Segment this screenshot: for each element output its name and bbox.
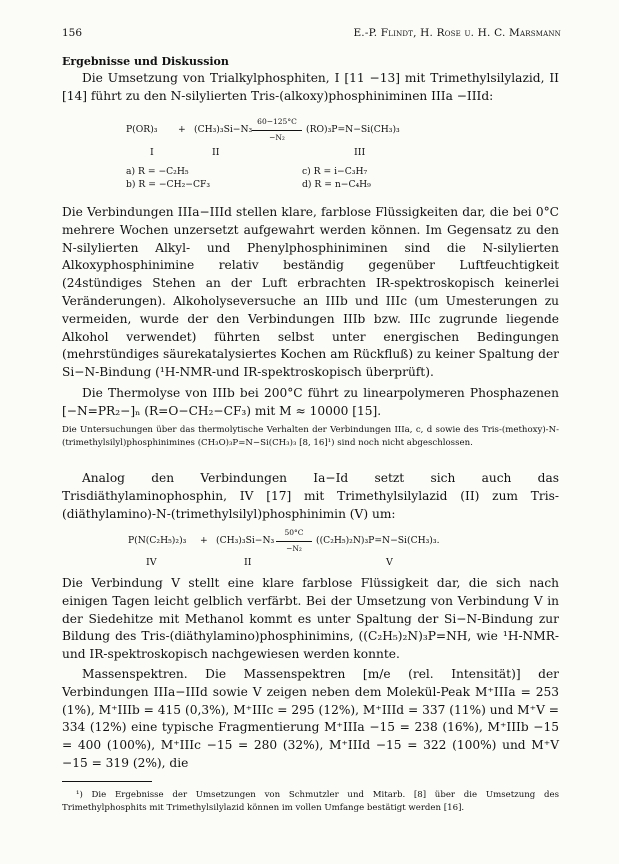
paragraph-text: Die Verbindungen IIIa−IIId stellen klare, farblose Flüssigkeiten dar, die bei 0°C mehrere Wochen unzersetzt aufgewahrt werden können. Im Gegensatz zu den N-silylierten Alkyl- und Phenylphosphiniminen sind die N-silylierten Alkoxyphosphinimine relativ beständig gegenüber Luftfeuchtigkeit (24stündiges Stehen an der Luft erbrachten IR-spektroskopisch keinerlei Veränderungen). Alkoholyseversuche an IIIb und IIIc (um Umesterungen zu vermeiden, wurde der den Verbindungen IIIb bzw. IIIc zugrunde liegende Alkohol verwendet) führten selbst unter energischen Bedingungen (mehrstündiges säurekatalysiertes Kochen am Rückfluß) zu keiner Spaltung der Si−N-Bindung (¹H-NMR-und IR-spektroskopisch überprüft).	[62, 205, 559, 380]
reaction-arrow-icon	[252, 130, 302, 131]
scheme1-reactant2: (CH₃)₃Si−N₃	[194, 124, 253, 135]
paragraph-text: Die Verbindung V stellt eine klare farblose Flüssigkeit dar, die sich nach einigen Tagen leicht gelblich verfärbt. Bei der Umsetzung von Verbindung V in der Siedehitze mit Methanol kommt es unter Spaltung der Si−N-Bindung zur Bildung des Tris-(diäthylamino)phosphinimins, ((C₂H₅)₂N)₃P=NH, wie ¹H-NMR- und IR-spektroskopisch nachgewiesen werden konnte.	[62, 576, 559, 662]
running-header-authors: E.-P. Flindt, H. Rose u. H. C. Marsmann	[353, 27, 561, 39]
section-heading: Ergebnisse und Diskussion	[62, 55, 229, 68]
scheme1-substituent-c: c) R = i−C₃H₇	[302, 166, 368, 177]
paragraph-thermolysis	[62, 385, 559, 421]
paragraph-text: Die Thermolyse von IIIb bei 200°C führt zu linearpolymeren Phosphazenen [−N=PR₂−]ₙ (R=O−CH₂−CF₃) mit M ≈ 10000 [15].	[62, 386, 559, 418]
paragraph-properties	[62, 204, 559, 382]
scheme1-plus: +	[178, 124, 186, 135]
scheme1-label-3: III	[354, 147, 366, 158]
note-small-print	[62, 424, 559, 449]
reaction-arrow-icon	[276, 541, 312, 542]
footnote-divider	[62, 781, 152, 782]
scheme2-reactant2: (CH₃)₃Si−N₃	[216, 535, 275, 546]
scheme2-label-2: II	[244, 557, 252, 568]
scheme2-conditions-bottom: −N₂	[286, 544, 302, 553]
paragraph-text: Die Untersuchungen über das thermolytische Verhalten der Verbindungen IIIa, c, d sowie des Tris-(methoxy)-N-(trimethylsilyl)phosphinimines (CH₃O)₃P=N−Si(CH₃)₃ [8, 16]¹) sind noch nicht abgeschlossen.	[62, 425, 559, 448]
scheme1-label-2: II	[212, 147, 220, 158]
scheme1-substituent-b: b) R = −CH₂−CF₃	[126, 179, 211, 190]
scheme1-substituent-d: d) R = n−C₄H₉	[302, 179, 371, 190]
paragraph-text: Analog den Verbindungen Ia−Id setzt sich auch das Trisdiäthylaminophosphin, IV [17] mit Trimethylsilylazid (II) zum Tris-(diäthylamino)-N-(trimethylsilyl)phosphinimin (V) um:	[62, 471, 559, 521]
footnote: ¹) Die Ergebnisse der Umsetzungen von Schmutzler und Mitarb. [8] über die Umsetzung des Trimethylphosphits mit Trimethylsilylazid können im vollen Umfange bestätigt werden [16].	[62, 790, 559, 813]
scheme1-conditions-bottom: −N₂	[269, 133, 285, 142]
scheme1-reactant1: P(OR)₃	[126, 124, 158, 135]
scheme2-label-3: V	[386, 557, 393, 568]
page-number: 156	[62, 27, 83, 39]
paragraph-text: Die Umsetzung von Trialkylphosphiten, I [11 −13] mit Trimethylsilylazid, II [14] führt zu den N-silylierten Tris-(alkoxy)phosphiniminen IIIa −IIId:	[62, 71, 559, 103]
scheme1-substituent-a: a) R = −C₂H₅	[126, 166, 189, 177]
paragraph-mass-spectra	[62, 666, 559, 773]
scheme1-label-1: I	[150, 147, 154, 158]
scheme1-product: (RO)₃P=N−Si(CH₃)₃	[306, 124, 400, 135]
scheme2-label-1: IV	[146, 557, 157, 568]
scheme2-plus: +	[200, 535, 208, 546]
paragraph-compound-v	[62, 575, 559, 664]
scheme2-conditions-top: 50°C	[284, 528, 304, 537]
scheme2-reactant1: P(N(C₂H₅)₂)₃	[128, 535, 187, 546]
paragraph-intro	[62, 70, 559, 106]
paragraph-text: Massenspektren. Die Massenspektren [m/e (rel. Intensität)] der Verbindungen IIIa−IIId sowie V zeigen neben dem Molekül-Peak M⁺IIIa = 253 (1%), M⁺IIIb = 415 (0,3%), M⁺IIIc = 295 (12%), M⁺IIId = 337 (11%) und M⁺V = 334 (12%) eine typische Fragmentierung M⁺IIIa −15 = 238 (16%), M⁺IIIb −15 = 400 (100%), M⁺IIIc −15 = 280 (32%), M⁺IIId −15 = 322 (100%) und M⁺V −15 = 319 (2%), die	[62, 667, 559, 770]
scheme2-product: ((C₂H₅)₂N)₃P=N−Si(CH₃)₃.	[316, 535, 440, 546]
paragraph-analog	[62, 470, 559, 523]
scheme1-conditions-top: 60−125°C	[257, 117, 297, 126]
